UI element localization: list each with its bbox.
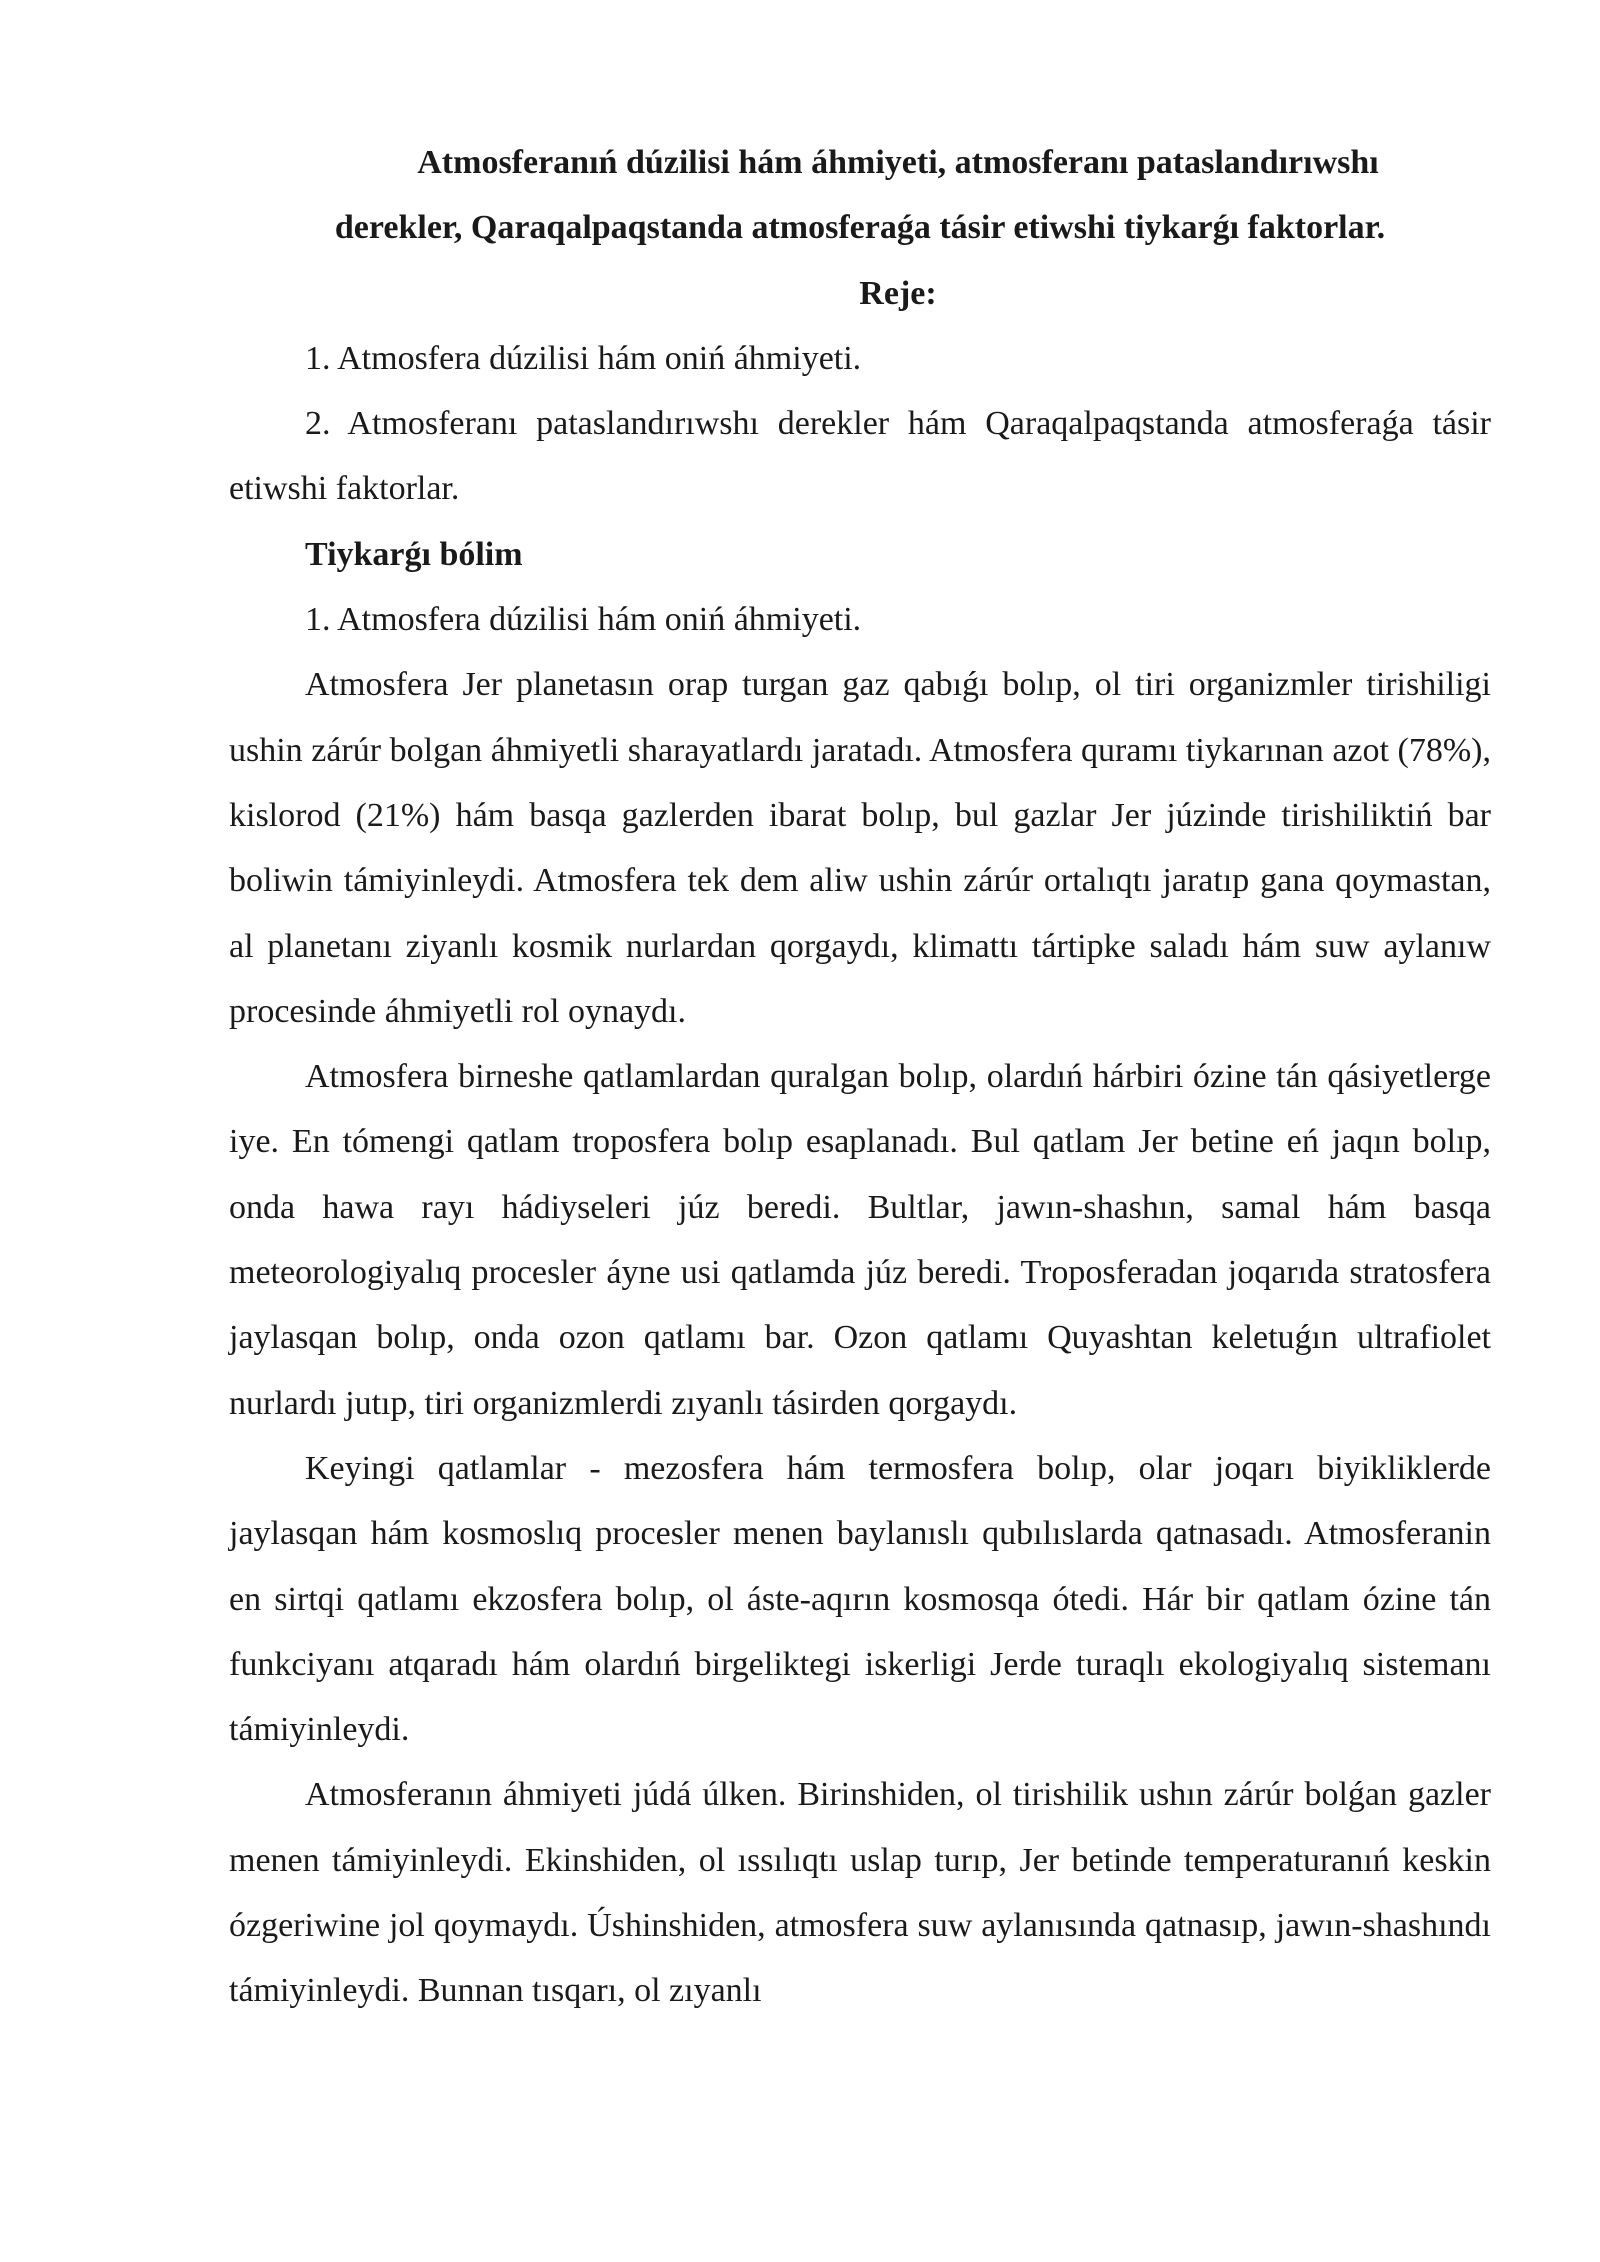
plan-item-1: 1. Atmosfera dúzilisi hám oniń áhmiyeti. bbox=[305, 339, 862, 377]
paragraph-3: Keyingi qatlamlar - mezosfera hám termosfera bolıp, olar joqarı biyikliklerde jaylasqan hám kosmoslıq procesler menen baylanıslı qubılıslarda qatnasadı. Atmosferanin en sirtqi qatlamı ekzosfera bolıp, ol áste-aqırın kosmosqa ótedi. Hár bir qatlam ózine tán funkciyanı atqaradı hám olardıń birgeliktegi iskerligi Jerde turaqlı ekologiyalıq sistemanı támiyinleydi. bbox=[229, 1449, 1491, 1749]
document-title bbox=[229, 130, 1491, 261]
section-item: 1. Atmosfera dúzilisi hám oniń áhmiyeti. bbox=[305, 601, 862, 639]
section-heading: Tiykarǵı bólim bbox=[305, 535, 523, 573]
title-line-1: Atmosferanıń dúzilisi hám áhmiyeti, atmosferanı pataslandırıwshı bbox=[417, 144, 1379, 181]
plan-heading: Reje: bbox=[859, 274, 937, 312]
document-page bbox=[229, 130, 1491, 2024]
paragraph-1: Atmosfera Jer planetasın orap turgan gaz qabıǵı bolıp, ol tiri organizmler tirishiligi ushin zárúr bolgan áhmiyetli sharayatlardı jaratadı. Atmosfera quramı tiykarınan azot (78%), kislorod (21%) hám basqa gazlerden ibarat bolıp, bul gazlar Jer júzinde tirishiliktiń bar boliwin támiyinleydi. Atmosfera tek dem aliw ushin zárúr ortalıqtı jaratıp gana qoymastan, al planetanı ziyanlı kosmik nurlardan qorgaydı, klimattı tártipke saladı hám suw aylanıw procesinde áhmiyetli rol oynaydı. bbox=[229, 666, 1491, 1030]
paragraph-2: Atmosfera birneshe qatlamlardan quralgan bolıp, olardıń hárbiri ózine tán qásiyetlerge iye. En tómengi qatlam troposfera bolıp esaplanadı. Bul qatlam Jer betine eń jaqın bolıp, onda hawa rayı hádiyseleri júz beredi. Bultlar, jawın-shashın, samal hám basqa meteorologiyalıq procesler áyne usi qatlamda júz beredi. Troposferadan joqarıda stratosfera jaylasqan bolıp, onda ozon qatlamı bar. Ozon qatlamı Quyashtan keletuǵın ultrafiolet nurlardı jutıp, tiri organizmlerdi zıyanlı tásirden qorgaydı. bbox=[229, 1058, 1491, 1422]
title-line-2: derekler, Qaraqalpaqstanda atmosferaǵa tásir etiwshi tiykarǵı faktorlar. bbox=[334, 209, 1386, 247]
paragraph-4: Atmosferanın áhmiyeti júdá úlken. Birinshiden, ol tirishilik ushın zárúr bolǵan gazler menen támiyinleydi. Ekinshiden, ol ıssılıqtı uslap turıp, Jer betinde temperaturanıń keskin ózgeriwine jol qoymaydı. Úshinshiden, atmosfera suw aylanısında qatnasıp, jawın-shashındı támiyinleydi. Bunnan tısqarı, ol zıyanlı bbox=[229, 1776, 1491, 2010]
plan-item-2: 2. Atmosferanı pataslandırıwshı derekler hám Qaraqalpaqstanda atmosferaǵa tásir etiwshi faktorlar. bbox=[229, 405, 1491, 508]
